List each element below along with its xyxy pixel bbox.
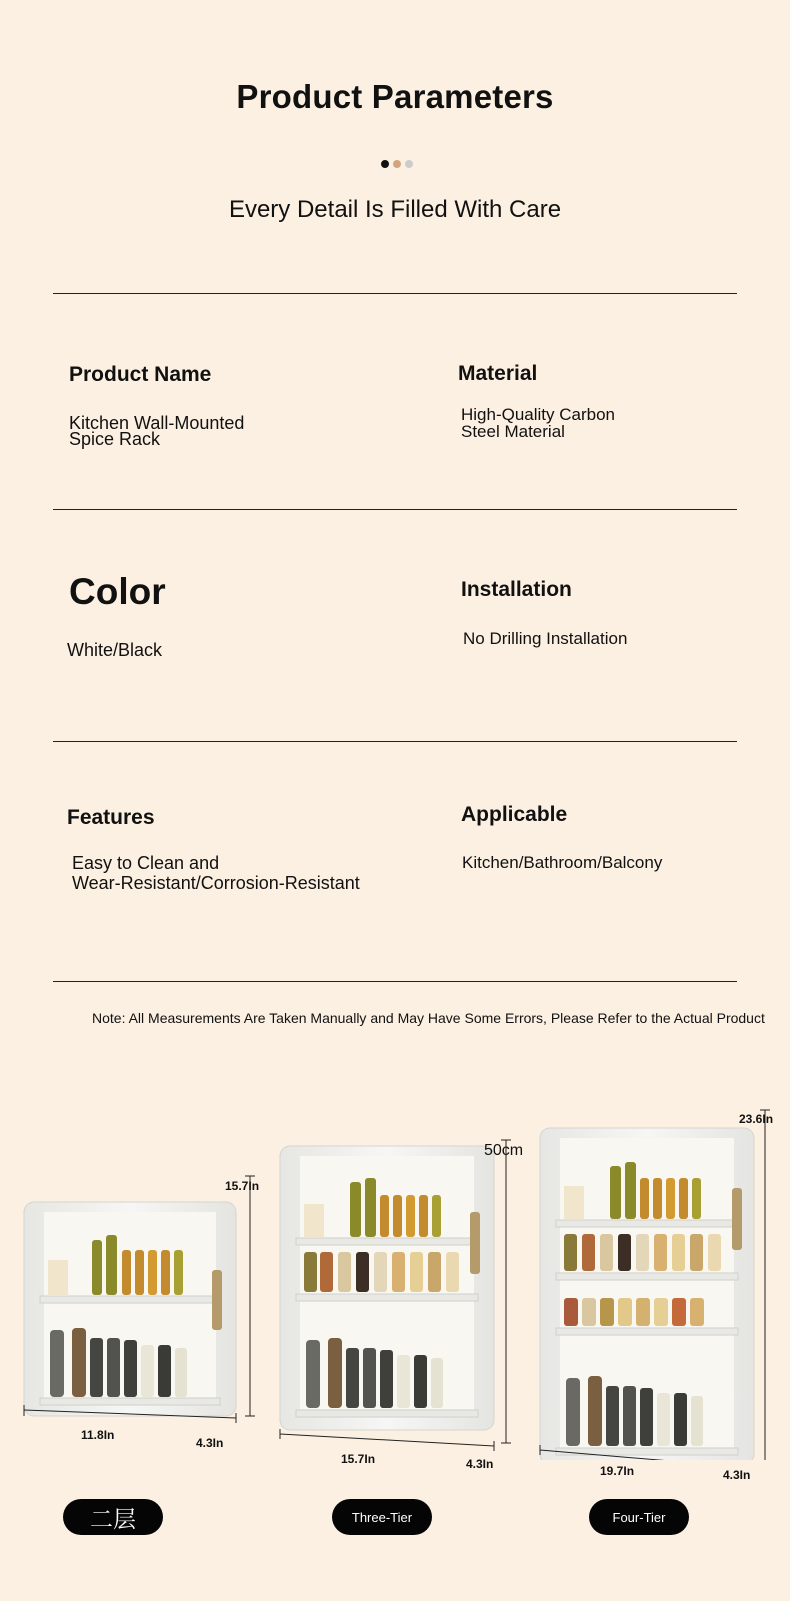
material-value-line1: High-Quality Carbon — [461, 405, 616, 424]
measurement-note: Note: All Measurements Are Taken Manually and May Have Some Errors, Please Refer to the Actual Product — [92, 1010, 765, 1026]
tier-pill-four-label: Four-Tier — [612, 1509, 666, 1525]
features-value-line1: Easy to Clean and — [72, 853, 220, 873]
features-label: Features — [67, 806, 155, 829]
rack-1-width-label: 11.8In — [81, 1428, 115, 1442]
rack-2-depth-label: 4.3In — [466, 1457, 494, 1471]
divider-1 — [53, 293, 737, 294]
rack-1-height-label: 15.7In — [225, 1179, 260, 1193]
rack-three-tier-image — [280, 1146, 494, 1430]
divider-4 — [53, 981, 737, 982]
color-label: Color — [69, 571, 166, 612]
material-label: Material — [458, 362, 538, 385]
product-name-value-line2: Spice Rack — [69, 429, 161, 449]
rack-1-depth-label: 4.3In — [196, 1436, 224, 1450]
installation-value: No Drilling Installation — [463, 629, 628, 648]
rack-2-width-label: 15.7In — [341, 1452, 376, 1466]
rack-2-height-label: 50cm — [484, 1142, 524, 1159]
tier-pill-two-label: 二层 — [90, 1505, 136, 1532]
tier-pill-two — [63, 1499, 163, 1535]
rack-3-width-label: 19.7In — [600, 1464, 635, 1478]
features-value-line2: Wear-Resistant/Corrosion-Resistant — [72, 873, 360, 893]
rack-3-height-label: 23.6In — [739, 1112, 774, 1126]
applicable-label: Applicable — [461, 803, 568, 826]
dot-3 — [405, 160, 413, 168]
page-title: Product Parameters — [236, 78, 554, 115]
divider-3 — [53, 741, 737, 742]
tier-pill-three-label: Three-Tier — [351, 1509, 413, 1525]
applicable-value: Kitchen/Bathroom/Balcony — [462, 853, 663, 872]
page-subtitle: Every Detail Is Filled With Care — [228, 196, 562, 223]
divider-2 — [53, 509, 737, 510]
product-name-label: Product Name — [69, 363, 212, 386]
product-images — [0, 1100, 790, 1460]
material-value-line2: Steel Material — [461, 422, 565, 441]
product-name-value-line1: Kitchen Wall-Mounted — [69, 413, 245, 433]
dot-1 — [381, 160, 389, 168]
installation-label: Installation — [461, 578, 572, 601]
color-value: White/Black — [67, 640, 163, 660]
rack-3-depth-label: 4.3In — [723, 1468, 751, 1482]
carousel-dots — [381, 160, 413, 168]
rack-two-tier-image — [24, 1202, 236, 1416]
rack-four-tier-image — [540, 1128, 754, 1460]
tier-pill-four — [589, 1499, 689, 1535]
dot-2 — [393, 160, 401, 168]
tier-pill-three — [332, 1499, 432, 1535]
